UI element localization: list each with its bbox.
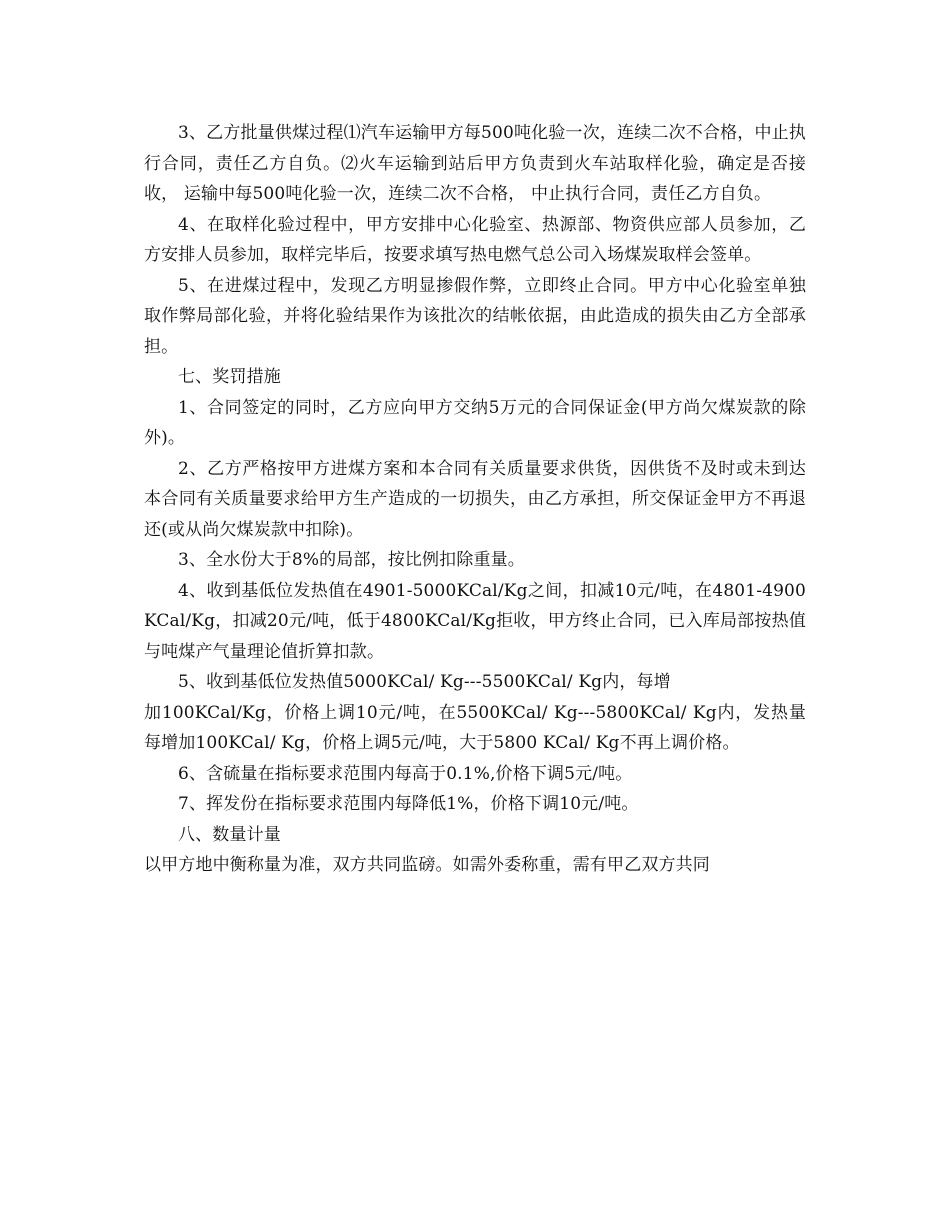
paragraph-sampling-process: 4、在取样化验过程中，甲方安排中心化验室、热源部、物资供应部人员参加，乙方安排人员参加，取样完毕后，按要求填写热电燃气总公司入场煤炭取样会签单。 bbox=[144, 214, 806, 265]
section-heading-quantity-measurement: 八、数量计量 bbox=[178, 824, 281, 845]
paragraph-contract-deposit: 1、合同签定的同时，乙方应向甲方交纳5万元的合同保证金(甲方尚欠煤炭款的除外)。 bbox=[144, 397, 806, 448]
paragraph-quality-losses: 2、乙方严格按甲方进煤方案和本合同有关质量要求供货，因供货不及时或未到达本合同有关质量要求给甲方生产造成的一切损失，由乙方承担，所交保证金甲方不再退还(或从尚欠煤炭款中扣除)。 bbox=[144, 458, 806, 540]
section-heading-rewards-penalties: 七、奖罚措施 bbox=[178, 367, 281, 387]
paragraph-coal-supply-testing: 3、乙方批量供煤过程⑴汽车运输甲方每500吨化验一次，连续二次不合格，中止执行合同，责任乙方自负。⑵火车运输到站后甲方负责到火车站取样化验，确定是否接收， 运输中每500吨化验一次，连续二次不合格， 中止执行合同，责任乙方自负。 bbox=[144, 123, 806, 204]
paragraph-sulfur-content: 6、含硫量在指标要求范围内每高于0.1%,价格下调5元/吨。 bbox=[178, 763, 633, 784]
paragraph-heat-value-increase-start: 5、收到基低位发热值5000KCal/ Kg---5500KCal/ Kg内，每增 bbox=[178, 672, 671, 692]
paragraph-volatile-content: 7、挥发份在指标要求范围内每降低1%，价格下调10元/吨。 bbox=[178, 794, 639, 814]
paragraph-fraud-termination: 5、在进煤过程中，发现乙方明显掺假作弊，立即终止合同。甲方中心化验室单独取作弊局部化验，并将化验结果作为该批次的结帐依据，由此造成的损失由乙方全部承担。 bbox=[144, 275, 806, 357]
paragraph-heat-value-deductions: 4、收到基低位发热值在4901-5000KCal/Kg之间，扣减10元/吨，在4801-4900KCal/Kg，扣减20元/吨，低于4800KCal/Kg拒收，甲方终止合同，已入库局部按热值与吨煤产气量理论值折算扣款。 bbox=[144, 580, 806, 662]
paragraph-water-content: 3、全水份大于8%的局部，按比例扣除重量。 bbox=[178, 550, 525, 570]
paragraph-weighing-basis: 以甲方地中衡称量为准，双方共同监磅。如需外委称重，需有甲乙双方共同 bbox=[144, 855, 710, 875]
paragraph-heat-value-increase-continued: 加100KCal/Kg，价格上调10元/吨，在5500KCal/ Kg---5800KCal/ Kg内，发热量每增加100KCal/ Kg，价格上调5元/吨，大于5800 KCal/ Kg不再上调价格。 bbox=[144, 702, 806, 753]
document-body bbox=[144, 118, 806, 881]
